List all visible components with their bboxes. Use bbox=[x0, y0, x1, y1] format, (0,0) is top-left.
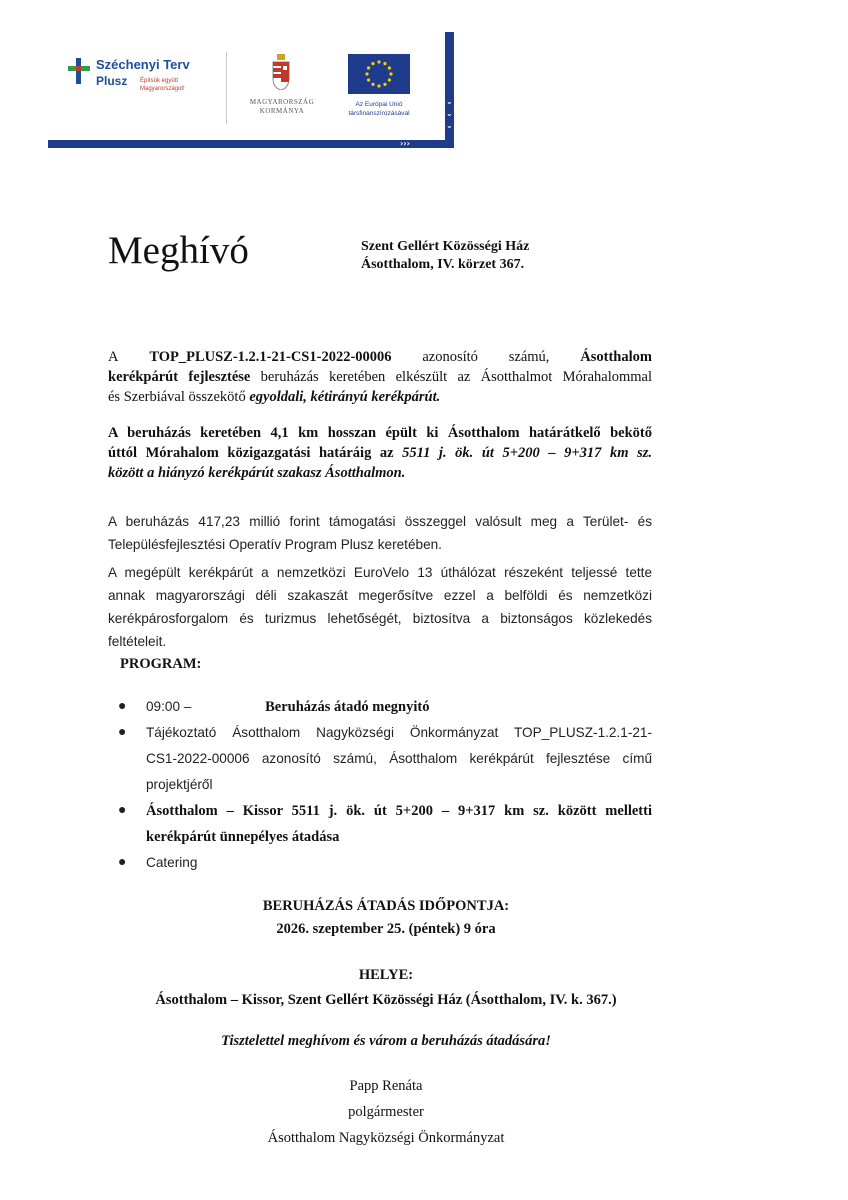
banner-divider bbox=[226, 52, 227, 124]
chevron-down-icon: ⌄ bbox=[446, 109, 453, 118]
eu-line1: Az Európai Unió bbox=[355, 101, 403, 108]
intro-paragraph bbox=[108, 348, 652, 407]
briefing-line3: projektjéről bbox=[146, 777, 213, 792]
scope-line2 bbox=[108, 444, 652, 464]
closing-line: Tisztelettel meghívom és várom a beruházás átadására! bbox=[221, 1033, 551, 1049]
bullet-icon: ● bbox=[118, 697, 127, 713]
handover-block bbox=[108, 895, 664, 940]
scope-line1: A beruházás keretében 4,1 km hosszan épült ki Ásotthalom határátkelő bekötő bbox=[108, 425, 652, 441]
intro-line1 bbox=[108, 348, 652, 368]
scope-line3: között a hiányzó kerékpárút szakasz Ásotthalmon. bbox=[108, 464, 406, 481]
intro-text-e: és Szerbiával összekötő bbox=[108, 388, 250, 405]
funding-line1: A beruházás 417,23 millió forint támogatási összeggel valósult meg a Terület- és bbox=[108, 514, 652, 529]
venue-line1: Szent Gellért Közösségi Ház bbox=[361, 239, 530, 254]
eurovelo-line3: kerékpárosforgalom és turizmus lehetőségét, biztosítva a biztonságos közlekedés bbox=[108, 611, 652, 626]
chevron-right-icon: ››› bbox=[400, 139, 410, 148]
program-heading: PROGRAM: bbox=[120, 656, 202, 672]
program-time: 09:00 – bbox=[146, 699, 192, 714]
intro-text-d: beruházás keretében elkészült az Ásotthalmot Mórahalommal bbox=[250, 368, 653, 385]
bike-path-type: egyoldali, kétirányú kerékpárút. bbox=[249, 388, 441, 405]
venue-line2: Ásotthalom, IV. körzet 367. bbox=[361, 257, 525, 272]
szechenyi-plus-logo-icon bbox=[68, 58, 90, 84]
hungarian-coat-of-arms-icon bbox=[271, 54, 291, 90]
signature-org: Ásotthalom Nagyközségi Önkormányzat bbox=[267, 1130, 505, 1146]
location-heading: HELYE: bbox=[358, 967, 414, 983]
project-code: TOP_PLUSZ-1.2.1-21-CS1-2022-00006 bbox=[149, 349, 392, 365]
venue-block bbox=[361, 238, 529, 274]
road-section: 5511 j. ök. út 5+200 – 9+317 km sz. bbox=[402, 444, 652, 461]
chevron-down-icon: ⌄ bbox=[446, 97, 453, 106]
handover-line1: Ásotthalom – Kissor 5511 j. ök. út 5+200 – 9+317 km sz. között melletti bbox=[146, 803, 652, 819]
location-block bbox=[108, 964, 664, 1011]
header-banner bbox=[48, 30, 456, 152]
funding-line2: Településfejlesztési Operatív Program Plusz keretében. bbox=[108, 537, 442, 552]
intro-word-b: azonosító bbox=[422, 349, 478, 365]
intro-line2 bbox=[108, 368, 652, 388]
project-name-part1: Ásotthalom bbox=[580, 349, 652, 365]
briefing-line1: Tájékoztató Ásotthalom Nagyközségi Önkormányzat TOP_PLUSZ-1.2.1-21- bbox=[146, 725, 652, 740]
eu-label bbox=[334, 100, 424, 118]
location-text: Ásotthalom – Kissor, Szent Gellért Közösségi Ház (Ásotthalom, IV. k. 367.) bbox=[155, 992, 617, 1008]
scope-text-a: úttól Mórahalom közigazgatási határáig az bbox=[108, 444, 403, 461]
banner-horizontal-bar bbox=[48, 140, 448, 148]
signature-role: polgármester bbox=[348, 1104, 424, 1120]
szechenyi-title: Széchenyi Terv bbox=[96, 57, 190, 72]
signature-block bbox=[108, 1073, 664, 1151]
bullet-icon: ● bbox=[118, 801, 127, 817]
eu-flag-icon bbox=[348, 54, 410, 94]
banner-vertical-bar bbox=[445, 32, 454, 148]
handover-heading: BERUHÁZÁS ÁTADÁS IDŐPONTJA: bbox=[262, 898, 510, 914]
briefing-line2: CS1-2022-00006 azonosító számú, Ásotthalom kerékpárút fejlesztése című bbox=[146, 751, 652, 766]
government-label bbox=[238, 98, 326, 116]
eurovelo-line2: annak magyarországi déli szakaszát megerősítve ezzel a belföldi és nemzetközi bbox=[108, 588, 652, 603]
handover-line2: kerékpárút ünnepélyes átadása bbox=[146, 829, 340, 845]
program-list bbox=[118, 694, 652, 884]
government-line2: KORMÁNYA bbox=[259, 107, 305, 115]
funding-paragraph bbox=[108, 510, 652, 556]
chevron-down-icon: ⌄ bbox=[446, 121, 453, 130]
signature-name: Papp Renáta bbox=[349, 1078, 423, 1094]
program-item-text bbox=[146, 694, 652, 720]
scope-paragraph bbox=[108, 424, 652, 483]
intro-line3 bbox=[108, 388, 652, 408]
intro-word-a: A bbox=[108, 349, 119, 365]
eurovelo-paragraph bbox=[108, 561, 652, 653]
program-opening: Beruházás átadó megnyitó bbox=[265, 699, 430, 715]
bullet-icon: ● bbox=[118, 853, 127, 869]
page-title: Meghívó bbox=[108, 229, 249, 272]
handover-date: 2026. szeptember 25. (péntek) 9 óra bbox=[276, 921, 496, 937]
government-line1: MAGYARORSZÁG bbox=[249, 98, 315, 106]
bullet-icon: ● bbox=[118, 723, 127, 739]
program-item-text bbox=[146, 720, 652, 798]
eurovelo-line1: A megépült kerékpárút a nemzetközi EuroVelo 13 úthálózat részeként teljessé tette bbox=[108, 565, 652, 580]
szechenyi-tagline: Építsük együtt Magyarországot! bbox=[140, 78, 185, 92]
project-name-part2: kerékpárút fejlesztése bbox=[108, 368, 251, 385]
program-item-text: Catering bbox=[146, 855, 198, 870]
intro-word-c: számú, bbox=[508, 349, 550, 365]
eu-line2: társfinanszírozásával bbox=[348, 110, 410, 117]
eurovelo-line4: feltételeit. bbox=[108, 634, 167, 649]
szechenyi-plusz: Plusz bbox=[96, 74, 128, 88]
program-item-text bbox=[146, 798, 652, 850]
